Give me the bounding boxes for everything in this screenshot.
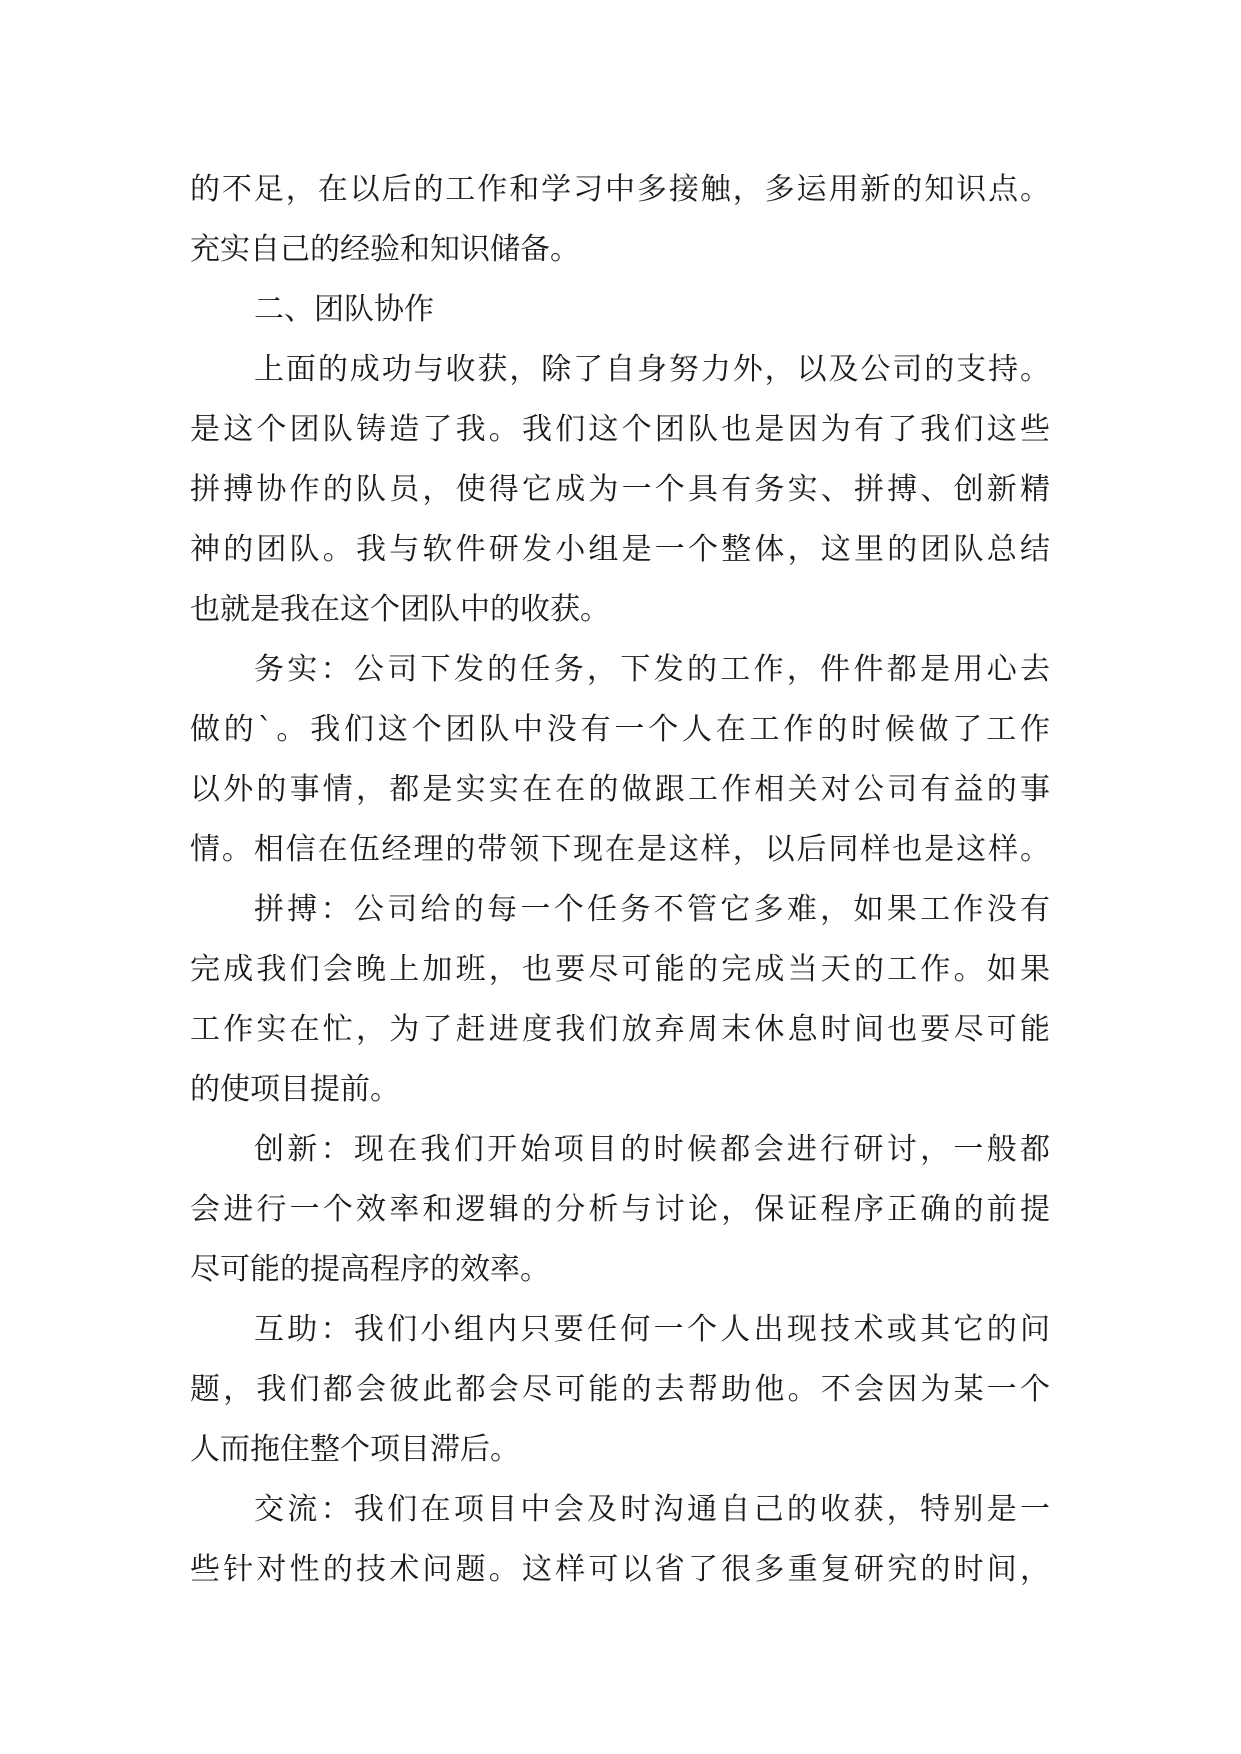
text-line: 互助：我们小组内只要任何一个人出现技术或其它的问 [254, 1312, 1050, 1347]
text-line: 尽可能的提高程序的效率。 [190, 1252, 550, 1287]
text-line: 务实：公司下发的任务，下发的工作，件件都是用心去 [254, 652, 1050, 687]
text-line: 的使项目提前。 [190, 1072, 400, 1107]
text-line: 人而拖住整个项目滞后。 [190, 1432, 520, 1467]
text-line: 做的`。我们这个团队中没有一个人在工作的时候做了工作 [190, 712, 1050, 747]
text-line: 也就是我在这个团队中的收获。 [190, 592, 610, 627]
text-line: 以外的事情，都是实实在在的做跟工作相关对公司有益的事 [190, 772, 1050, 807]
text-line: 些针对性的技术问题。这样可以省了很多重复研究的时间， [190, 1552, 1050, 1587]
text-line: 充实自己的经验和知识储备。 [190, 232, 580, 267]
document-body [190, 160, 1050, 1600]
text-line: 交流：我们在项目中会及时沟通自己的收获，特别是一 [254, 1492, 1050, 1527]
text-line: 完成我们会晚上加班，也要尽可能的完成当天的工作。如果 [190, 952, 1050, 987]
text-line: 会进行一个效率和逻辑的分析与讨论，保证程序正确的前提 [190, 1192, 1050, 1227]
text-line: 拼搏：公司给的每一个任务不管它多难，如果工作没有 [254, 892, 1050, 927]
text-line: 工作实在忙，为了赶进度我们放弃周末休息时间也要尽可能 [190, 1012, 1050, 1047]
text-line: 拼搏协作的队员，使得它成为一个具有务实、拼搏、创新精 [190, 472, 1050, 507]
text-line: 创新：现在我们开始项目的时候都会进行研讨，一般都 [254, 1132, 1050, 1167]
text-line: 是这个团队铸造了我。我们这个团队也是因为有了我们这些 [190, 412, 1050, 447]
text-line: 情。相信在伍经理的带领下现在是这样，以后同样也是这样。 [190, 832, 1050, 867]
text-line: 上面的成功与收获，除了自身努力外，以及公司的支持。 [254, 352, 1050, 387]
text-line: 二、团队协作 [254, 292, 434, 327]
text-line: 题，我们都会彼此都会尽可能的去帮助他。不会因为某一个 [190, 1372, 1050, 1407]
text-line: 的不足，在以后的工作和学习中多接触，多运用新的知识点。 [190, 172, 1050, 207]
text-line: 神的团队。我与软件研发小组是一个整体，这里的团队总结 [190, 532, 1050, 567]
